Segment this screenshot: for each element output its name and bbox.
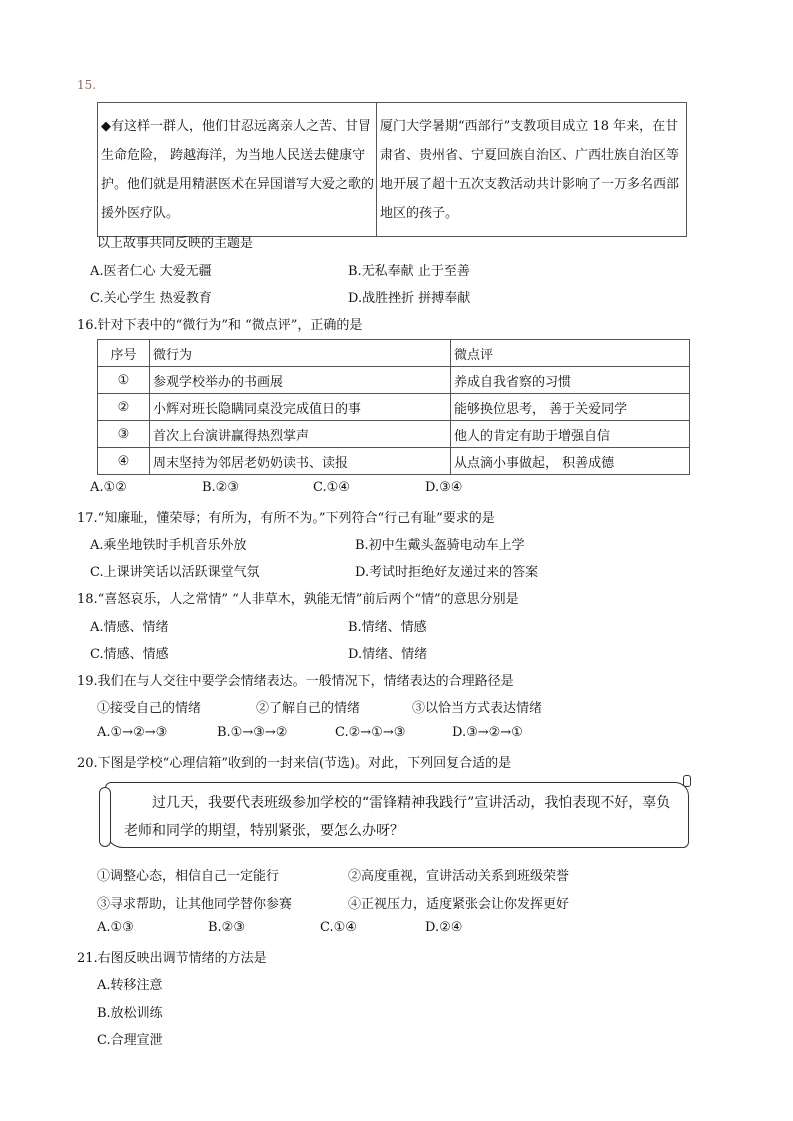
q18-option-d[interactable]: D.情绪、情绪 [348, 647, 428, 662]
question-20-stem: 20.下图是学校“心理信箱”收到的一封来信(节选)。对此，下列回复合适的是 [77, 756, 512, 771]
row-comment: 养成自我省察的习惯 [451, 367, 690, 394]
question-18-stem: 18.“喜怒哀乐，人之常情” “人非草木，孰能无情”前后两个“情”的意思分别是 [77, 592, 519, 607]
row-index: ③ [98, 421, 150, 448]
q20-item-1: ①调整心态，相信自己一定能行 [97, 869, 280, 884]
question-16-stem: 16.针对下表中的“微行为”和 “微点评”，正确的是 [77, 318, 363, 333]
story-left-cell: ◆有这样一群人，他们甘忍远离亲人之苦、甘冒生命危险， 跨越海洋，为当地人民送去健康守护。他们就是用精湛医术在异国谱写大爱之歌的援外医疗队。 [98, 103, 377, 237]
q17-option-c[interactable]: C.上课讲笑话以活跃课堂气氛 [90, 565, 260, 580]
header-action: 微行为 [150, 340, 451, 367]
row-comment: 从点滴小事做起， 积善成德 [451, 448, 690, 475]
q19-option-a[interactable]: A.①→②→③ [97, 725, 168, 740]
q16-option-b[interactable]: B.②③ [202, 480, 239, 495]
row-comment: 能够换位思考， 善于关爱同学 [451, 394, 690, 421]
table-row [98, 448, 690, 475]
row-index: ④ [98, 448, 150, 475]
letter-scroll [105, 782, 689, 848]
q15-option-a[interactable]: A.医者仁心 大爱无疆 [90, 264, 212, 279]
row-action: 周末坚持为邻居老奶奶读书、读报 [150, 448, 451, 475]
table-row [98, 367, 690, 394]
q20-item-3: ③寻求帮助，让其他同学替你参赛 [97, 897, 293, 912]
header-index: 序号 [98, 340, 150, 367]
q16-option-c[interactable]: C.①④ [313, 480, 350, 495]
q19-item-1: ①接受自己的情绪 [97, 701, 202, 716]
header-comment: 微点评 [451, 340, 690, 367]
letter-text: 过几天，我要代表班级参加学校的“雷锋精神我践行”宣讲活动，我怕表现不好，辜负老师和同学的期望，特别紧张，要怎么办呀？ [124, 795, 671, 839]
q20-item-2: ②高度重视，宣讲活动关系到班级荣誉 [348, 869, 570, 884]
table-row [98, 394, 690, 421]
q21-option-b[interactable]: B.放松训练 [97, 1006, 163, 1021]
q19-option-c[interactable]: C.②→①→③ [335, 725, 406, 740]
q21-option-c[interactable]: C.合理宣泄 [97, 1033, 163, 1048]
q17-option-b[interactable]: B.初中生戴头盔骑电动车上学 [355, 538, 525, 553]
q17-option-d[interactable]: D.考试时拒绝好友递过来的答案 [355, 565, 539, 580]
q20-option-d[interactable]: D.②④ [425, 920, 463, 935]
question-15-number: 15. [77, 78, 97, 92]
question-21-stem: 21.右图反映出调节情绪的方法是 [77, 951, 267, 966]
q15-option-d[interactable]: D.战胜挫折 拼搏奉献 [348, 291, 471, 306]
question-19-stem: 19.我们在与人交往中要学会情绪表达。一般情况下，情绪表达的合理路径是 [77, 674, 514, 689]
q17-option-a[interactable]: A.乘坐地铁时手机音乐外放 [90, 538, 247, 553]
q18-option-c[interactable]: C.情感、情感 [90, 647, 169, 662]
row-action: 首次上台演讲赢得热烈掌声 [150, 421, 451, 448]
table-header-row [98, 340, 690, 367]
question-17-stem: 17.“知廉耻，懂荣辱；有所为，有所不为。”下列符合“行己有耻”要求的是 [77, 511, 495, 526]
q19-option-d[interactable]: D.③→②→① [452, 725, 523, 740]
q19-option-b[interactable]: B.①→③→② [217, 725, 288, 740]
q15-option-b[interactable]: B.无私奉献 止于至善 [348, 264, 470, 279]
row-index: ① [98, 367, 150, 394]
scroll-curl-left [99, 787, 111, 847]
story-right-cell: 厦门大学暑期“西部行”支教项目成立 18 年来，在甘肃省、贵州省、宁夏回族自治区、广西壮族自治区等地开展了超十五次支教活动共计影响了一万多名西部地区的孩子。 [377, 103, 687, 237]
q18-option-b[interactable]: B.情绪、情感 [348, 620, 427, 635]
row-action: 小辉对班长隐瞒同桌没完成值日的事 [150, 394, 451, 421]
table-row [98, 421, 690, 448]
q20-option-a[interactable]: A.①③ [97, 920, 134, 935]
row-action: 参观学校举办的书画展 [150, 367, 451, 394]
q19-item-3: ③以恰当方式表达情绪 [412, 701, 543, 716]
q16-option-a[interactable]: A.①② [90, 480, 127, 495]
q15-option-c[interactable]: C.关心学生 热爱教育 [90, 291, 212, 306]
row-comment: 他人的肯定有助于增强自信 [451, 421, 690, 448]
q21-option-a[interactable]: A.转移注意 [97, 978, 163, 993]
row-index: ② [98, 394, 150, 421]
question-15-story-table [97, 102, 687, 237]
question-15-stem: 以上故事共同反映的主题是 [97, 236, 254, 251]
question-16-table [97, 339, 690, 475]
scroll-curl-right [683, 775, 691, 787]
q20-option-b[interactable]: B.②③ [208, 920, 245, 935]
q20-option-c[interactable]: C.①④ [320, 920, 357, 935]
q20-item-4: ④正视压力，适度紧张会让你发挥更好 [348, 897, 570, 912]
q16-option-d[interactable]: D.③④ [425, 480, 463, 495]
q18-option-a[interactable]: A.情感、情绪 [90, 620, 169, 635]
q19-item-2: ②了解自己的情绪 [256, 701, 361, 716]
